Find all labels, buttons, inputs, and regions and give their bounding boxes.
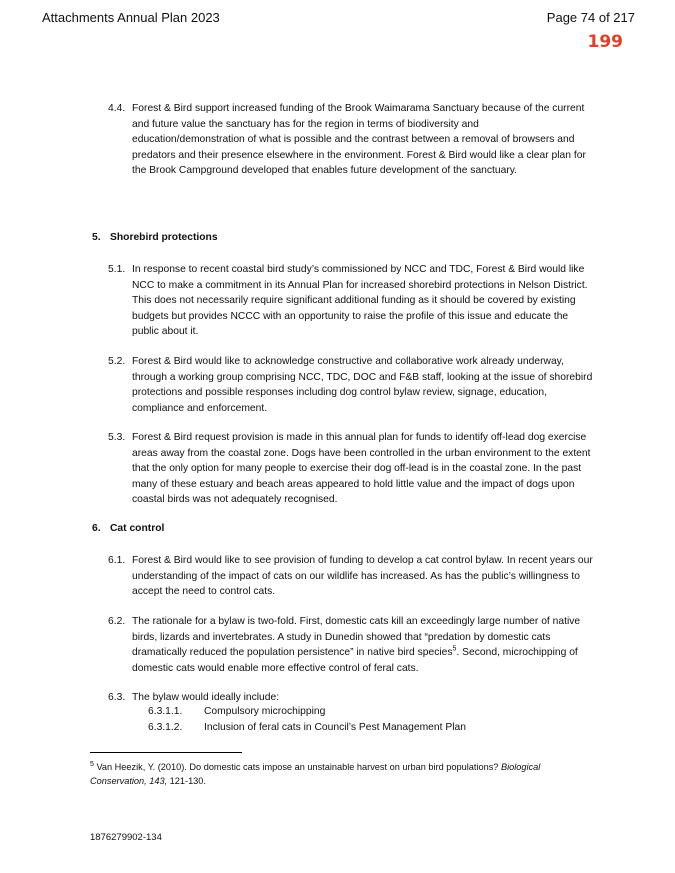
page-number-stamp: 199 — [587, 32, 623, 52]
footnote-divider — [90, 752, 242, 753]
page-indicator: Page 74 of 217 — [546, 10, 635, 25]
section-heading-5: 5. Shorebird protections — [92, 232, 218, 243]
sub-item-6-3-1-1: 6.3.1.1. Compulsory microchipping — [148, 706, 326, 717]
paragraph-6-2: 6.2. The rationale for a bylaw is two-fold. First, domestic cats kill an exceedingly large number of native birds, lizards and invertebrates. A study in Dunedin showed that “predation by domestic cats dramatically reduced the population persistence” in native bird species$^5$. Second, microchipping of domestic cats would enable more effective control of feral cats. — [108, 616, 581, 674]
document-id: 1876279902-134 — [90, 832, 162, 843]
paragraph-5-3: 5.3. Forest & Bird request provision is made in this annual plan for funds to identify off-lead dog exercise areas away from the coastal zone. Dogs have been controlled in the urban environment to the extent that the only option for many people to exercise their dog off-lead is in the coastal zone. In the past many of these estuary and beach areas appeared to hold little value and the impact of dogs upon coastal birds was not adequately recognised. — [108, 432, 591, 505]
paragraph-5-1: 5.1. In response to recent coastal bird study’s commissioned by NCC and TDC, Forest & Bird would like NCC to make a commitment in its Annual Plan for increased shorebird protections in Nelson District. This does not necessarily require significant additional funding as it should be covered by existing budgets but provides NCCC with an opportunity to raise the profile of this issue and educate the public about it. — [108, 264, 588, 337]
footnote: $^5$ Van Heezik, Y. (2010). Do domestic cats impose an unstainable harvest on urban bird populations? Biological Conservation, 143, 121-130. — [90, 760, 541, 786]
paragraph-6-1: 6.1. Forest & Bird would like to see provision of funding to develop a cat control bylaw. In recent years our understanding of the impact of cats on our wildlife has increased. As has the public’s willingness to accept the need to control cats. — [108, 555, 593, 597]
paragraph-5-2: 5.2. Forest & Bird would like to acknowledge constructive and collaborative work already underway, through a working group comprising NCC, TDC, DOC and F&B staff, looking at the issue of shorebird protections and possible responses including dog control bylaw review, signage, education, compliance and enforcement. — [108, 356, 593, 414]
sub-item-6-3-1-2: 6.3.1.2. Inclusion of feral cats in Council’s Pest Management Plan — [148, 722, 466, 733]
footnote-ref[interactable]: 5 — [452, 645, 457, 653]
section-heading-6: 6. Cat control — [92, 523, 165, 534]
document-title: Attachments Annual Plan 2023 — [42, 10, 220, 25]
paragraph-4-4: 4.4. Forest & Bird support increased funding of the Brook Waimarama Sanctuary because of the current and future value the sanctuary has for the region in terms of biodiversity and education/demonstration of what is possible and the contrast between a removal of browsers and predators and their presence elsewhere in the environment. Forest & Bird would like a clear plan for the Brook Campground developed that enables future development of the sanctuary. — [108, 103, 586, 176]
paragraph-6-3: 6.3. The bylaw would ideally include: — [108, 692, 280, 703]
